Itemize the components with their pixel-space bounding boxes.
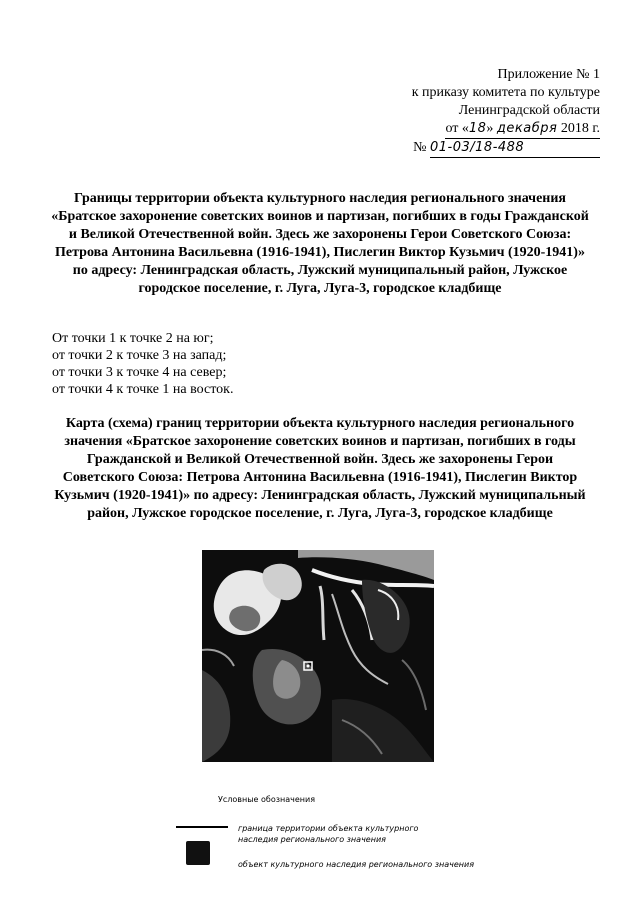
appendix-header bbox=[412, 66, 600, 158]
boundaries-title: Границы территории объекта культурного наследия регионального значения «Братское захоронение советских воинов и партизан, погибших в годы Гражданской и Великой Отечественной войн. Здесь же захоронены Герои Советского Союза: Петрова Антонина Васильевна (1916-1941), Пислегин Виктор Кузьмич (1920-1941)» по адресу: Ленинградская область, Лужский муниципальный район, Лужское городское поселение, г. Луга, Луга-3, городское кладбище bbox=[51, 191, 589, 296]
legend-object-label: объект культурного наследия регионального значения bbox=[238, 860, 475, 869]
appendix-region: Ленинградской области bbox=[458, 103, 600, 118]
appendix-order-number: № 01-03/18-488 bbox=[412, 139, 600, 158]
map-title: Карта (схема) границ территории объекта культурного наследия регионального значения «Братское захоронение советских воинов и партизан, погибших в годы Гражданской и Великой Отечественной войн. Здесь же захоронены Герои Советского Союза: Петрова Антонина Васильевна (1916-1941), Пислегин Виктор Кузьмич (1920-1941)» по адресу: Ленинградская область, Лужский муниципальный район, Лужское городское поселение, г. Луга, Луга-3, городское кладбище bbox=[54, 416, 586, 521]
direction-4: от точки 4 к точке 1 на восток. bbox=[52, 382, 234, 397]
boundary-directions bbox=[52, 330, 233, 398]
direction-3: от точки 3 к точке 4 на север; bbox=[52, 365, 227, 380]
legend-boundary-label: граница территории объекта культурного наследия регионального значения bbox=[238, 824, 419, 844]
order-number-handwritten: 01-03/18-488 bbox=[430, 139, 600, 158]
aerial-map-image bbox=[202, 550, 434, 762]
date-day-handwritten: 18 bbox=[468, 121, 487, 136]
appendix-date: от «18» декабря 2018 г. bbox=[412, 120, 600, 139]
appendix-number: Приложение № 1 bbox=[497, 67, 600, 82]
date-month-handwritten: декабря bbox=[496, 121, 558, 136]
appendix-order-ref: к приказу комитета по культуре bbox=[411, 85, 600, 100]
heritage-object-symbol bbox=[186, 841, 210, 865]
legend-title: Условные обозначения bbox=[218, 795, 316, 804]
direction-1: От точки 1 к точке 2 на юг; bbox=[52, 331, 214, 346]
boundary-line-symbol bbox=[176, 826, 228, 828]
direction-2: от точки 2 к точке 3 на запад; bbox=[52, 348, 227, 363]
